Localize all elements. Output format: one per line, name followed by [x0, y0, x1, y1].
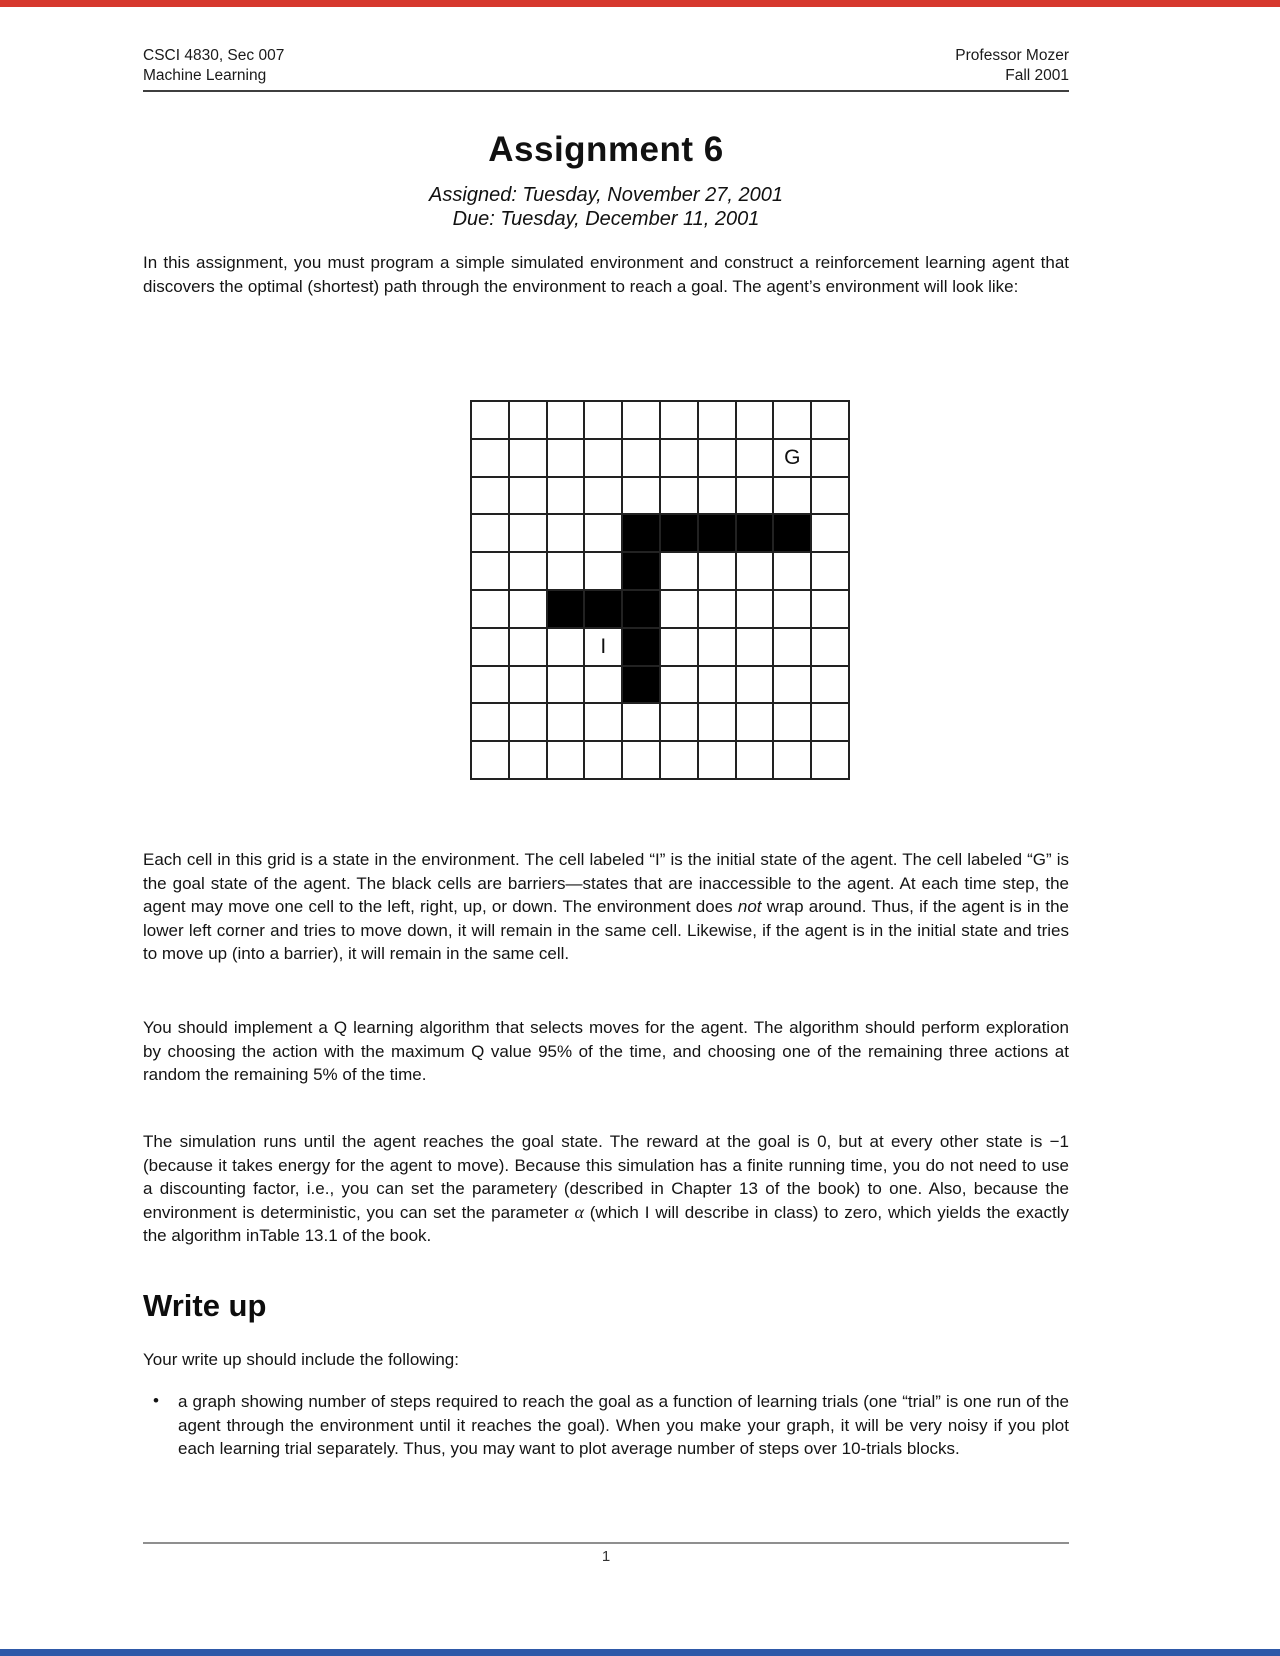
grid-cell [471, 628, 509, 666]
barrier-cell [736, 514, 774, 552]
grid-cell [622, 741, 660, 779]
grid-cell [773, 666, 811, 704]
grid-cell [773, 628, 811, 666]
grid-cell [736, 590, 774, 628]
grid-cell [509, 590, 547, 628]
grid-cell [811, 477, 849, 515]
grid-cell [736, 477, 774, 515]
grid-cell [811, 439, 849, 477]
initial-cell: I [584, 628, 622, 666]
simulation-paragraph [143, 1130, 1069, 1248]
grid-cell [509, 703, 547, 741]
grid-cell [584, 477, 622, 515]
grid-cell [811, 628, 849, 666]
grid-cell [622, 703, 660, 741]
grid-cell [547, 666, 585, 704]
grid-cell [811, 666, 849, 704]
barrier-cell [584, 590, 622, 628]
barrier-cell [773, 514, 811, 552]
grid-cell [698, 552, 736, 590]
due-date: Due: Tuesday, December 11, 2001 [452, 208, 760, 230]
grid-cell [698, 590, 736, 628]
grid-cell [471, 590, 509, 628]
grid-cell [509, 514, 547, 552]
grid-cell [547, 477, 585, 515]
barrier-cell [622, 514, 660, 552]
simulation-paragraph-pre: The simulation runs until the agent reaches the goal state. The reward at the goal is 0, but at every other state is −1 (because it takes energy for the agent to move). Because this simulation has a finite running time, you do not need to use a discounting factor, i.e., you can set the parameter [143, 1132, 1069, 1198]
grid-cell [736, 552, 774, 590]
alpha-symbol: α [574, 1201, 584, 1222]
grid-cell [471, 666, 509, 704]
barrier-cell [622, 628, 660, 666]
cells-paragraph-italic-not: not [737, 897, 762, 916]
grid-cell [736, 439, 774, 477]
grid-cell [773, 477, 811, 515]
goal-cell: G [773, 439, 811, 477]
term: Fall 2001 [1005, 67, 1069, 84]
cells-paragraph-pre: Each cell in this grid is a state in the environment. The cell labeled “I” is the initial state of the agent. The cell labeled “G” is the goal state of the agent. The black cells are barriers—states that are inaccessible to the agent. At each time step, the agent may move one cell to the left, right, up, or down. The environment does [143, 850, 1069, 916]
grid-cell [773, 401, 811, 439]
grid-cell [584, 439, 622, 477]
grid-cell [736, 628, 774, 666]
footer-rule [143, 1542, 1069, 1544]
grid-cell [660, 666, 698, 704]
grid-cell [736, 401, 774, 439]
grid-cell [660, 590, 698, 628]
grid-cell [811, 514, 849, 552]
barrier-cell [622, 590, 660, 628]
grid-cell [547, 514, 585, 552]
course-name: Machine Learning [143, 67, 267, 84]
grid-cell [698, 401, 736, 439]
grid-cell [773, 703, 811, 741]
window-top-edge-bar [0, 0, 1280, 7]
grid-cell [547, 628, 585, 666]
grid-cell [509, 552, 547, 590]
grid-cell [811, 401, 849, 439]
grid-cell [736, 666, 774, 704]
grid-cell [660, 741, 698, 779]
grid-cell [509, 741, 547, 779]
assignment-title: Assignment 6 [488, 130, 724, 169]
grid-cell [547, 552, 585, 590]
grid-cell [584, 666, 622, 704]
grid-cell [660, 401, 698, 439]
bullet-text: a graph showing number of steps required to reach the goal as a function of learning trials (one “trial” is one run of the agent through the environment until it reaches the goal). When you make your graph, it will be very noisy if you plot each learning trial separately. Thus, you may want to plot average number of steps over 10-trials blocks. [178, 1392, 1069, 1458]
grid-cell [698, 666, 736, 704]
barrier-cell [622, 552, 660, 590]
header-left [143, 46, 284, 86]
simulation-paragraph-mid: (described in Chapter 13 of the book) to one. Also, because the environment is deterministic, you can set the parameter [143, 1179, 1069, 1222]
simulation-paragraph-post: (which I will describe in class) to zero, which yields the exactly the algorithm inTable 13.1 of the book. [143, 1202, 1069, 1245]
qlearning-paragraph: You should implement a Q learning algorithm that selects moves for the agent. The algorithm should perform exploration by choosing the action with the maximum Q value 95% of the time, and choosing one of the remaining three actions at random the remaining 5% of the time. [143, 1018, 1069, 1084]
grid-cell [622, 401, 660, 439]
grid-cell [622, 439, 660, 477]
grid-cell [471, 552, 509, 590]
professor-name: Professor Mozer [955, 47, 1069, 64]
grid-cell [736, 703, 774, 741]
grid-cell [509, 477, 547, 515]
grid-cell [698, 703, 736, 741]
grid-cell [471, 439, 509, 477]
grid-cell [509, 628, 547, 666]
grid-cell [698, 439, 736, 477]
barrier-cell [698, 514, 736, 552]
grid-cell [660, 628, 698, 666]
grid-cell [471, 514, 509, 552]
window-bottom-edge-bar [0, 1649, 1280, 1656]
gamma-symbol: γ [549, 1178, 557, 1198]
grid-cell [660, 439, 698, 477]
barrier-cell [622, 666, 660, 704]
grid-cell [660, 703, 698, 741]
course-number: CSCI 4830, Sec 007 [143, 47, 285, 64]
writeup-bullet-item [143, 1390, 1069, 1461]
grid-cell [584, 401, 622, 439]
grid-cell [584, 552, 622, 590]
assigned-date: Assigned: Tuesday, November 27, 2001 [429, 184, 783, 206]
grid-cell [773, 741, 811, 779]
grid-cell [698, 741, 736, 779]
barrier-cell [547, 590, 585, 628]
grid-cell [811, 741, 849, 779]
grid-cell [471, 741, 509, 779]
grid-cell [547, 741, 585, 779]
grid-cell [736, 741, 774, 779]
grid-cell [509, 666, 547, 704]
grid-cell [773, 590, 811, 628]
page-number: 1 [601, 1548, 611, 1565]
grid-cell [584, 514, 622, 552]
bullet-marker: • [153, 1391, 159, 1410]
grid-cell [584, 703, 622, 741]
grid-cell [660, 552, 698, 590]
grid-cell [471, 401, 509, 439]
grid-cell [471, 703, 509, 741]
grid-cell [509, 401, 547, 439]
cells-paragraph [143, 848, 1069, 966]
grid-cell [622, 477, 660, 515]
writeup-lead: Your write up should include the following: [143, 1350, 459, 1369]
grid-cell [584, 741, 622, 779]
environment-grid [470, 400, 850, 780]
grid-cell [773, 552, 811, 590]
grid-cell [811, 703, 849, 741]
grid-cell [547, 401, 585, 439]
grid-cell [811, 590, 849, 628]
grid-cell [547, 703, 585, 741]
header-rule [143, 90, 1069, 92]
cells-paragraph-post: wrap around. Thus, if the agent is in the lower left corner and tries to move down, it will remain in the same cell. Likewise, if the agent is in the initial state and tries to move up (into a barrier), it will remain in the same cell. [143, 897, 1069, 963]
writeup-heading: Write up [143, 1288, 267, 1323]
grid-cell [547, 439, 585, 477]
grid-cell [811, 552, 849, 590]
grid-cell [660, 477, 698, 515]
intro-paragraph: In this assignment, you must program a simple simulated environment and construct a reinforcement learning agent that discovers the optimal (shortest) path through the environment to reach a goal. The agent’s environment will look like: [143, 253, 1069, 296]
grid-cell [698, 477, 736, 515]
barrier-cell [660, 514, 698, 552]
grid-cell [471, 477, 509, 515]
grid-cell [509, 439, 547, 477]
grid-cell [698, 628, 736, 666]
header-right [669, 46, 1069, 86]
